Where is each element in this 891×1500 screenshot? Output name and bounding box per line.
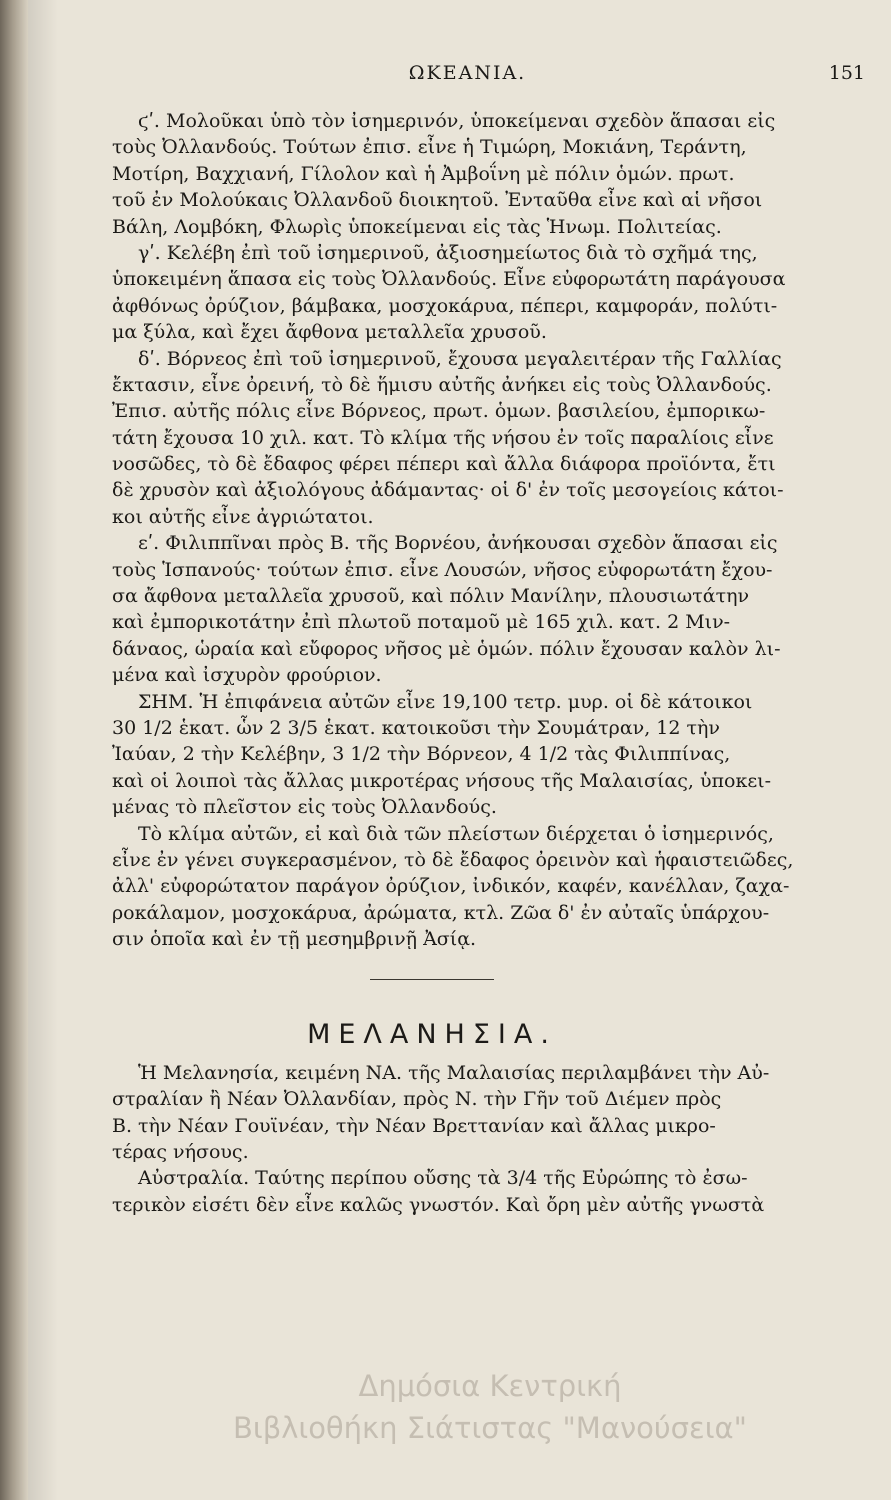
text-line: τοὺς Ὀλλανδούς. Τούτων ἐπισ. εἶνε ἡ Τιμώρη, Μοκιάνη, Τεράντη, [112,136,747,159]
text-line: δάναος, ὡραία καὶ εὔφορος νῆσος μὲ ὁμών. πόλιν ἔχουσαν καλὸν λι- [112,637,781,660]
body-text [112,108,794,1218]
section-divider [370,979,494,980]
text-line: μένας τὸ πλεῖστον εἰς τοὺς Ὀλλανδούς. [112,796,497,819]
page-number: 151 [828,62,865,84]
text-line: 30 1/2 ἑκατ. ὧν 2 3/5 ἑκατ. κατοικοῦσι τὴν Σουμάτραν, 12 τὴν [112,716,720,739]
text-line: νοσῶδες, τὸ δὲ ἔδαφος φέρει πέπερι καὶ ἄλλα διάφορα προϊόντα, ἔτι [112,453,776,476]
text-line: Ἡ Μελανησία, κειμένη ΝΑ. τῆς Μαλαισίας περιλαμβάνει τὴν Αὐ- [138,1061,770,1084]
text-line: κοι αὐτῆς εἶνε ἀγριώτατοι. [112,505,374,528]
text-line: καὶ ἐμπορικοτάτην ἐπὶ πλωτοῦ ποταμοῦ μὲ 165 χιλ. κατ. 2 Μιν- [112,611,731,634]
paragraph-borneo [112,346,784,531]
text-line: ὑποκειμένη ἅπασα εἰς τοὺς Ὀλλανδούς. Εἶνε εὐφορωτάτη παράγουσα [112,268,786,291]
text-line: σα ἄφθονα μεταλλεῖα χρυσοῦ, καὶ πόλιν Μανίλην, πλουσιωτάτην [112,585,750,608]
text-line: Ἰαύαν, 2 τὴν Κελέβην, 3 1/2 τὴν Βόρνεον, 4 1/2 τὰς Φιλιππίνας, [112,743,731,766]
top-paragraphs [112,108,794,953]
text-line: τοῦ ἐν Μολούκαις Ὀλλανδοῦ διοικητοῦ. Ἐνταῦθα εἶνε καὶ αἱ νῆσοι [112,189,763,212]
text-line: τέρας νήσους. [112,1141,249,1164]
paragraph-philippines [112,530,781,688]
paragraph-moluccas [112,108,776,240]
text-line: σιν ὁποῖα καὶ ἐν τῇ μεσημβρινῇ Ἀσίᾳ. [112,928,477,951]
text-line: τάτη ἔχουσα 10 χιλ. κατ. Τὸ κλίμα τῆς νήσου ἐν τοῖς παραλίοις εἶνε [112,426,774,449]
gutter-shadow [28,0,58,1500]
text-line: μα ξύλα, καὶ ἔχει ἄφθονα μεταλλεῖα χρυσοῦ. [112,321,547,344]
text-line: ἀφθόνως ὀρύζιον, βάμβακα, μοσχοκάρυα, πέπερι, καμφοράν, πολύτι- [112,294,778,317]
text-line: δὲ χρυσὸν καὶ ἀξιολόγους ἀδάμαντας· οἱ δ' ἐν τοῖς μεσογείοις κάτοι- [112,479,784,502]
text-line: ΣΗΜ. Ἡ ἐπιφάνεια αὐτῶν εἶνε 19,100 τετρ. μυρ. οἱ δὲ κάτοικοι [138,690,753,713]
text-line: ἀλλ' εὐφορώτατον παράγον ὀρύζιον, ἰνδικόν, καφέν, κανέλλαν, ζαχα- [112,875,790,898]
text-line: δʹ. Βόρνεος ἐπὶ τοῦ ἰσημερινοῦ, ἔχουσα μεγαλειτέραν τῆς Γαλλίας [138,347,782,370]
text-line: Ἐπισ. αὐτῆς πόλις εἶνε Βόρνεος, πρωτ. ὁμων. βασιλείου, ἐμπορικω- [112,400,766,423]
library-watermark [140,1365,840,1449]
page-header [70,62,865,92]
section-title: ΜΕΛΑΝΗΣΙΑ. [307,1018,557,1050]
text-line: Αὐστραλία. Ταύτης περίπου οὔσης τὰ 3/4 τῆς Εὐρώπης τὸ ἐσω- [138,1167,748,1190]
text-line: στραλίαν ἢ Νέαν Ὀλλανδίαν, πρὸς Ν. τὴν Γῆν τοῦ Διέμεν πρὸς [112,1088,722,1111]
text-line: καὶ οἱ λοιποὶ τὰς ἄλλας μικροτέρας νήσους τῆς Μαλαισίας, ὑποκει- [112,769,772,792]
text-line: ροκάλαμον, μοσχοκάρυα, ἀρώματα, κτλ. Ζῶα δ' ἐν αὐταῖς ὑπάρχου- [112,901,770,924]
running-head: ΩΚΕΑΝΙΑ. [408,62,527,84]
page-gutter [0,0,28,1500]
text-line: τερικὸν εἰσέτι δὲν εἶνε καλῶς γνωστόν. Καὶ ὄρη μὲν αὐτῆς γνωστὰ [112,1193,765,1216]
paragraph-melanesia [112,1060,770,1166]
paragraph-note [112,689,772,821]
text-line: Βάλη, Λομβόκη, Φλωρὶς ὑποκείμεναι εἰς τὰς Ἡνωμ. Πολιτείας. [112,215,722,238]
text-line: ϛʹ. Μολοῦκαι ὑπὸ τὸν ἰσημερινόν, ὑποκείμεναι σχεδὸν ἅπασαι εἰς [138,110,776,132]
text-line: εʹ. Φιλιππῖναι πρὸς Β. τῆς Βορνέου, ἀνήκουσαι σχεδὸν ἅπασαι εἰς [138,532,778,555]
watermark-line: Βιβλιοθήκη Σιάτιστας "Μανούσεια" [233,1411,747,1445]
text-line: ἔκτασιν, εἶνε ὀρεινή, τὸ δὲ ἥμισυ αὐτῆς ἀνήκει εἰς τοὺς Ὀλλανδούς. [112,373,772,396]
watermark-line: Δημόσια Κεντρική [358,1369,622,1403]
text-line: Β. τὴν Νέαν Γουϊνέαν, τὴν Νέαν Βρεττανίαν καὶ ἄλλας μικρο- [112,1114,716,1137]
section-paragraphs [112,1060,770,1218]
text-line: μένα καὶ ἰσχυρὸν φρούριον. [112,664,382,687]
paragraph-australia [112,1165,765,1218]
text-line: Μοτίρη, Βαχχιανή, Γίλολον καὶ ἡ Ἀμβοΐνη μὲ πόλιν ὁμών. πρωτ. [112,162,735,185]
paragraph-celebes [112,240,786,346]
paragraph-climate [112,821,794,953]
text-line: γʹ. Κελέβη ἐπὶ τοῦ ἰσημερινοῦ, ἀξιοσημείωτος διὰ τὸ σχῆμά της, [138,241,758,264]
text-line: Τὸ κλίμα αὐτῶν, εἰ καὶ διὰ τῶν πλείστων διέρχεται ὁ ἰσημερινός, [138,822,774,845]
text-line: εἶνε ἐν γένει συγκερασμένον, τὸ δὲ ἔδαφος ὀρεινὸν καὶ ἡφαιστειῶδες, [112,848,794,871]
text-line: τοὺς Ἱσπανούς· τούτων ἐπισ. εἶνε Λουσών, νῆσος εὐφορωτάτη ἔχου- [112,558,773,581]
